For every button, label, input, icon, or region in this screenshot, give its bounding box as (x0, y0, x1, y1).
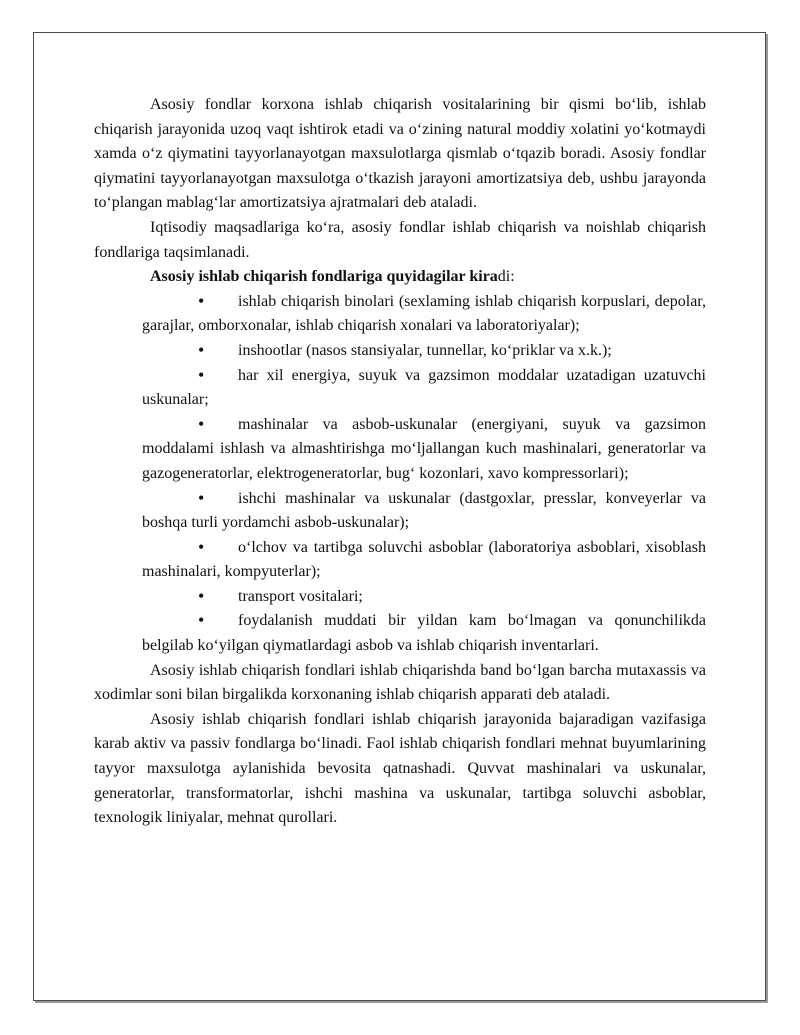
list-item-text: foydalanish muddati bir yildan kam bo‘lmagan va qonunchilikda belgilab ko‘yilgan qiymatlardagi asbob va ishlab chiqarish inventarlari. (142, 612, 706, 655)
paragraph-fixed-assets-definition: Asosiy fondlar korxona ishlab chiqarish vositalarining bir qismi bo‘lib, ishlab chiqarish jarayonida uzoq vaqt ishtirok etadi va o‘zining natural moddiy xolatini yo‘kotmaydi xamda o‘z qiymatini tayyorlanayotgan maxsulotlarga qismlab o‘tqazib boradi. Asosiy fondlar qiymatini tayyorlanayotgan maxsulotga o‘tkazish jarayoni amortizatsiya deb, ushbu jarayonda to‘plangan mablag‘lar amortizatsiya ajratmalari deb ataladi. (94, 96, 706, 212)
list-item-text: har xil energiya, suyuk va gazsimon moddalar uzatadigan uzatuvchi uskunalar; (142, 366, 706, 409)
paragraph-classification: Iqtisodiy maqsadlariga ko‘ra, asosiy fondlar ishlab chiqarish va noishlab chiqarish fondlariga taqsimlanadi. (94, 218, 706, 261)
list-item-text: inshootlar (nasos stansiyalar, tunnellar, ko‘priklar va x.k.); (238, 341, 612, 359)
list-item (142, 585, 706, 610)
list-item-text: o‘lchov va tartibga soluvchi asboblar (laboratoriya asboblari, xisoblash mashinalari, kompyuterlar); (142, 538, 706, 581)
paragraph-active-passive-funds: Asosiy ishlab chiqarish fondlari ishlab chiqarish jarayonida bajaradigan vazifasiga karab aktiv va passiv fondlarga bo‘linadi. Faol ishlab chiqarish fondlari mehnat buyumlarining tayyor maxsulotga aylanishida bevosita qatnashadi. Quvvat mashinalari va uskunalar, generatorlar, transformatorlar, ishchi mashina va uskunalar, tartibga soluvchi asboblar, texnologik liniyalar, mehnat qurollari. (94, 710, 706, 827)
list-item-text: transport vositalari; (238, 587, 363, 605)
list-item-text: mashinalar va asbob-uskunalar (energiyani, suyuk va gazsimon moddalami ishlash va almashtirishga mo‘ljallangan kuch mashinalari, generatorlar va gazogeneratorlar, elektrogeneratorlar, bug‘ kozonlari, xavo kompressorlari); (142, 415, 706, 482)
list-heading-bold: Asosiy ishlab chiqarish fondlariga quyidagilar kira (150, 268, 498, 286)
list-heading (94, 265, 706, 290)
list-item (142, 290, 706, 339)
bullet-list (94, 290, 706, 659)
list-item (142, 536, 706, 585)
document-body (94, 93, 706, 831)
paragraph-production-apparatus: Asosiy ishlab chiqarish fondlari ishlab chiqarishda band bo‘lgan barcha mutaxassis va xodimlar soni bilan birgalikda korxonaning ishlab chiqarish apparati deb ataladi. (94, 661, 706, 704)
list-item-text: ishlab chiqarish binolari (sexlaming ishlab chiqarish korpuslari, depolar, garajlar, omborxonalar, ishlab chiqarish xonalari va laboratoriyalar); (142, 292, 706, 335)
list-item-text: ishchi mashinalar va uskunalar (dastgoxlar, presslar, konveyerlar va boshqa turli yordamchi asbob-uskunalar); (142, 489, 706, 532)
list-item (142, 364, 706, 413)
list-heading-rest: di: (497, 268, 515, 286)
list-item (142, 609, 706, 658)
list-item (142, 339, 706, 364)
list-item (142, 487, 706, 536)
list-item (142, 413, 706, 487)
